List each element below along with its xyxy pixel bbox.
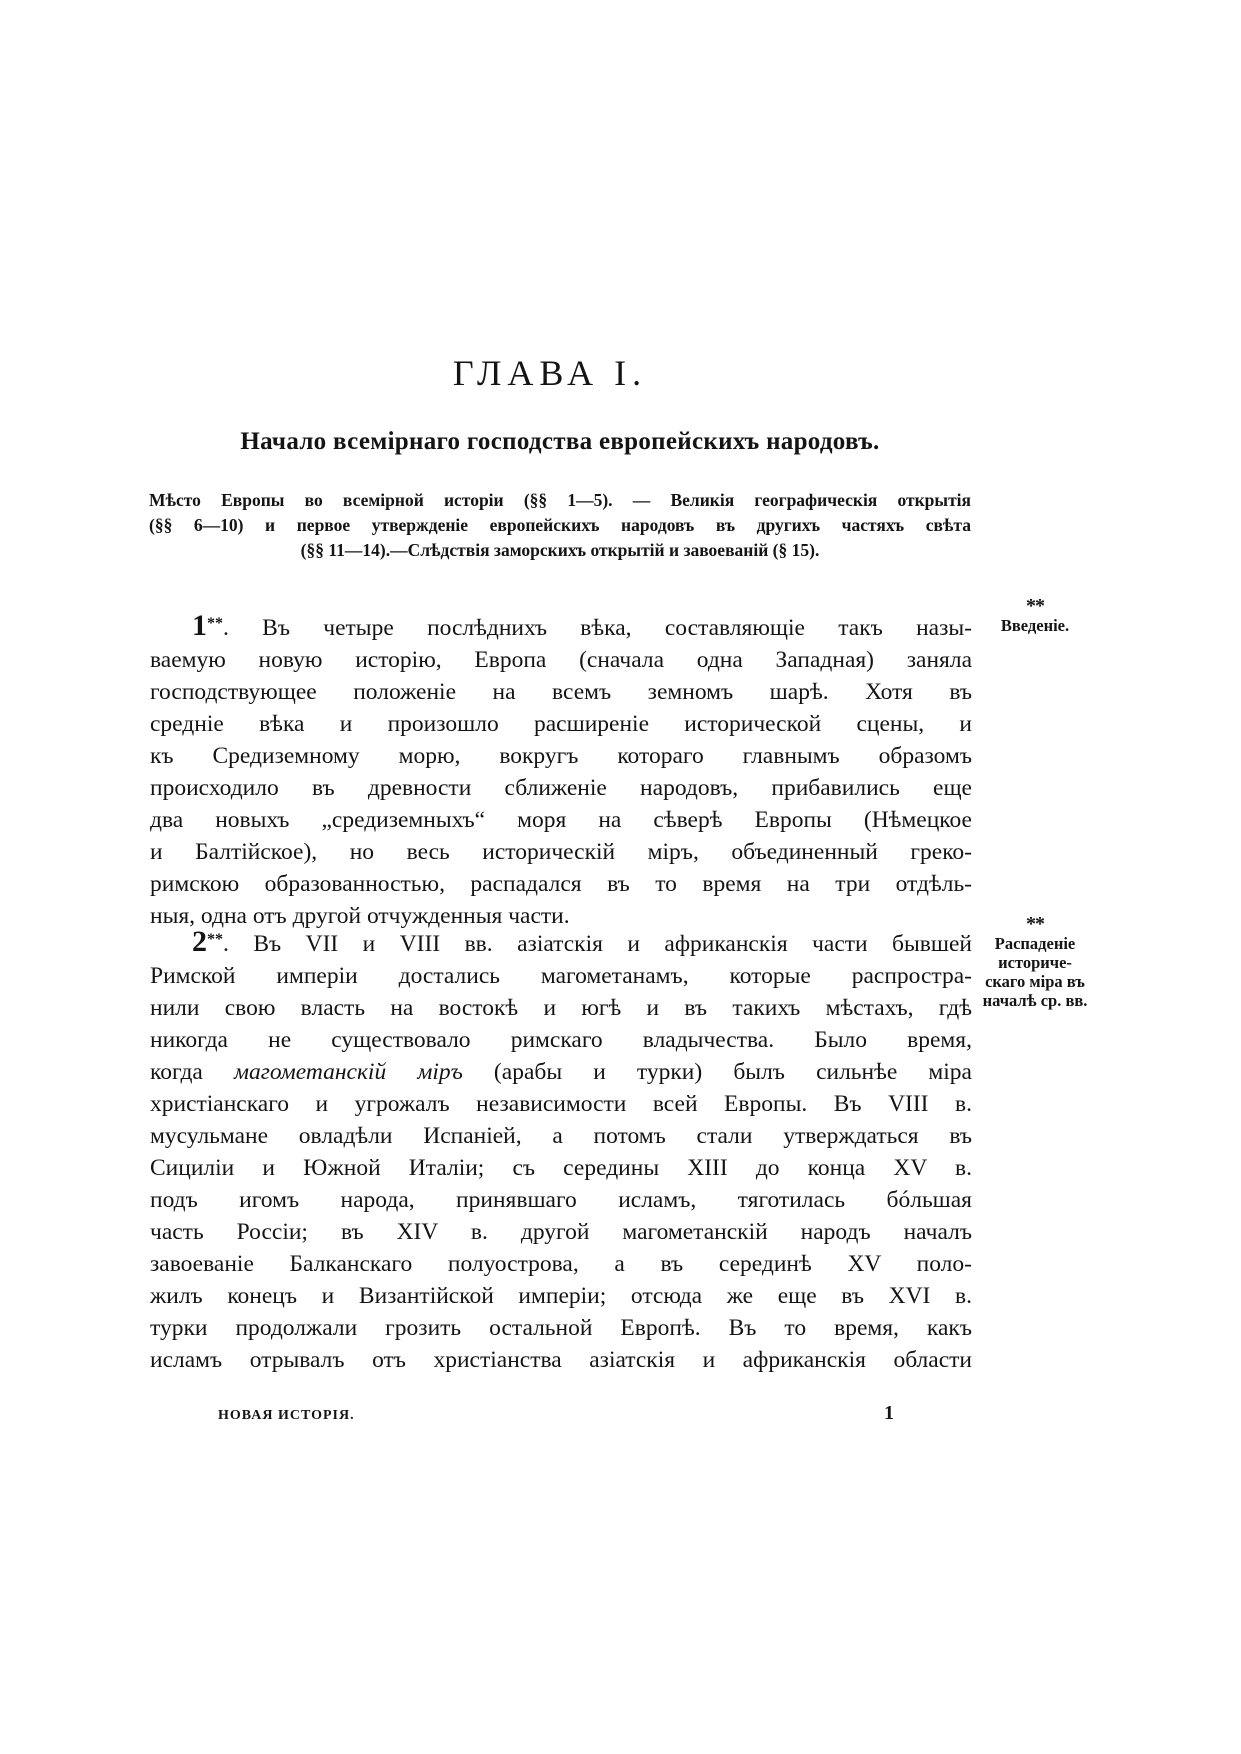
- footer-book-title: НОВАЯ ИСТОРІЯ.: [218, 1408, 355, 1423]
- margin-note-line: скаго міра въ: [985, 972, 1085, 991]
- margin-note-line: историче-: [998, 953, 1072, 972]
- paragraph-line: турки продолжали грозить остальной Европѣ. Въ то время, какъ: [150, 1315, 972, 1341]
- paragraph-line: когда магометанскій міръ (арабы и турки) былъ сильнѣе міра: [150, 1059, 972, 1085]
- summary-line: (§§ 6—10) и первое утвержденіе европейскихъ народовъ въ другихъ частяхъ свѣта: [149, 515, 971, 535]
- paragraph-line: 1**. Въ четыре послѣднихъ вѣка, составляющіе такъ назы-: [192, 609, 972, 642]
- margin-note-text: Введеніе.: [1000, 616, 1070, 635]
- paragraph-line: римскою образованностью, распадался въ то время на три отдѣль-: [150, 871, 972, 897]
- summary-line: (§§ 11—14).—Слѣдствія заморскихъ открытій и завоеваній (§ 15).: [300, 540, 820, 560]
- paragraph-line: жилъ конецъ и Византійской имперіи; отсюда же еще въ XVI в.: [150, 1283, 972, 1309]
- paragraph-line: и Балтійское), но весь историческій міръ, объединенный греко-: [150, 839, 972, 865]
- paragraph-line: Сициліи и Южной Италіи; съ середины XIII до конца XV в.: [150, 1155, 972, 1181]
- asterisks-mark: **: [1026, 595, 1044, 617]
- paragraph-line: 2**. Въ VII и VIII вв. азіатскія и африканскія части бывшей: [192, 925, 972, 958]
- emphasis: магометанскій міръ: [233, 1059, 463, 1085]
- paragraph-line: средніе вѣка и произошло расширеніе исторической сцены, и: [150, 711, 972, 737]
- chapter-title: ГЛАВА I.: [452, 353, 648, 393]
- paragraph-line: господствующее положеніе на всемъ земномъ шарѣ. Хотя въ: [150, 679, 972, 705]
- margin-note-line: началѣ ср. вв.: [982, 991, 1088, 1010]
- paragraph-line: ваемую новую исторію, Европа (сначала одна Западная) заняла: [150, 647, 972, 673]
- paragraph-number: 1**: [192, 609, 223, 642]
- paragraph-line: Римской имперіи достались магометанамъ, которые распростра-: [150, 963, 972, 989]
- chapter-summary: [149, 488, 971, 563]
- paragraph-line: исламъ отрывалъ отъ христіанства азіатскія и африканскія области: [150, 1347, 972, 1373]
- asterisks-mark: **: [1026, 913, 1044, 935]
- paragraph-line: завоеваніе Балканскаго полуострова, а въ серединѣ XV поло-: [150, 1251, 972, 1277]
- paragraph-line: нили свою власть на востокѣ и югѣ и въ такихъ мѣстахъ, гдѣ: [150, 995, 972, 1021]
- paragraph-number: 2**: [192, 925, 223, 958]
- margin-note-division: [980, 914, 1090, 1010]
- paragraph-1: [150, 610, 972, 932]
- paragraph-line: ныя, одна отъ другой отчужденныя части.: [150, 903, 570, 929]
- paragraph-2: [150, 926, 972, 1376]
- chapter-subtitle: Начало всемірнаго господства европейскихъ народовъ.: [240, 428, 880, 455]
- paragraph-line: къ Средиземному морю, вокругъ котораго главнымъ образомъ: [150, 743, 972, 769]
- paragraph-line: христіанскаго и угрожалъ независимости всей Европы. Въ VIII в.: [150, 1091, 972, 1117]
- margin-note-line: Распаденіе: [994, 934, 1076, 953]
- paragraph-line: подъ игомъ народа, принявшаго исламъ, тяготилась бóльшая: [150, 1187, 972, 1213]
- paragraph-line: часть Россіи; въ XIV в. другой магометанскій народъ началъ: [150, 1219, 972, 1245]
- footer-signature-number: 1: [884, 1402, 894, 1424]
- paragraph-line: два новыхъ „средиземныхъ“ моря на сѣверѣ Европы (Нѣмецкое: [150, 807, 972, 833]
- paragraph-line: никогда не существовало римскаго владычества. Было время,: [150, 1027, 972, 1053]
- summary-line: Мѣсто Европы во всемірной исторіи (§§ 1—5). — Великія географическія открытія: [149, 490, 971, 510]
- paragraph-line: мусульмане овладѣли Испаніей, а потомъ стали утверждаться въ: [150, 1123, 972, 1149]
- paragraph-line: происходило въ древности сближеніе народовъ, прибавились еще: [150, 775, 972, 801]
- margin-note-introduction: [980, 596, 1090, 635]
